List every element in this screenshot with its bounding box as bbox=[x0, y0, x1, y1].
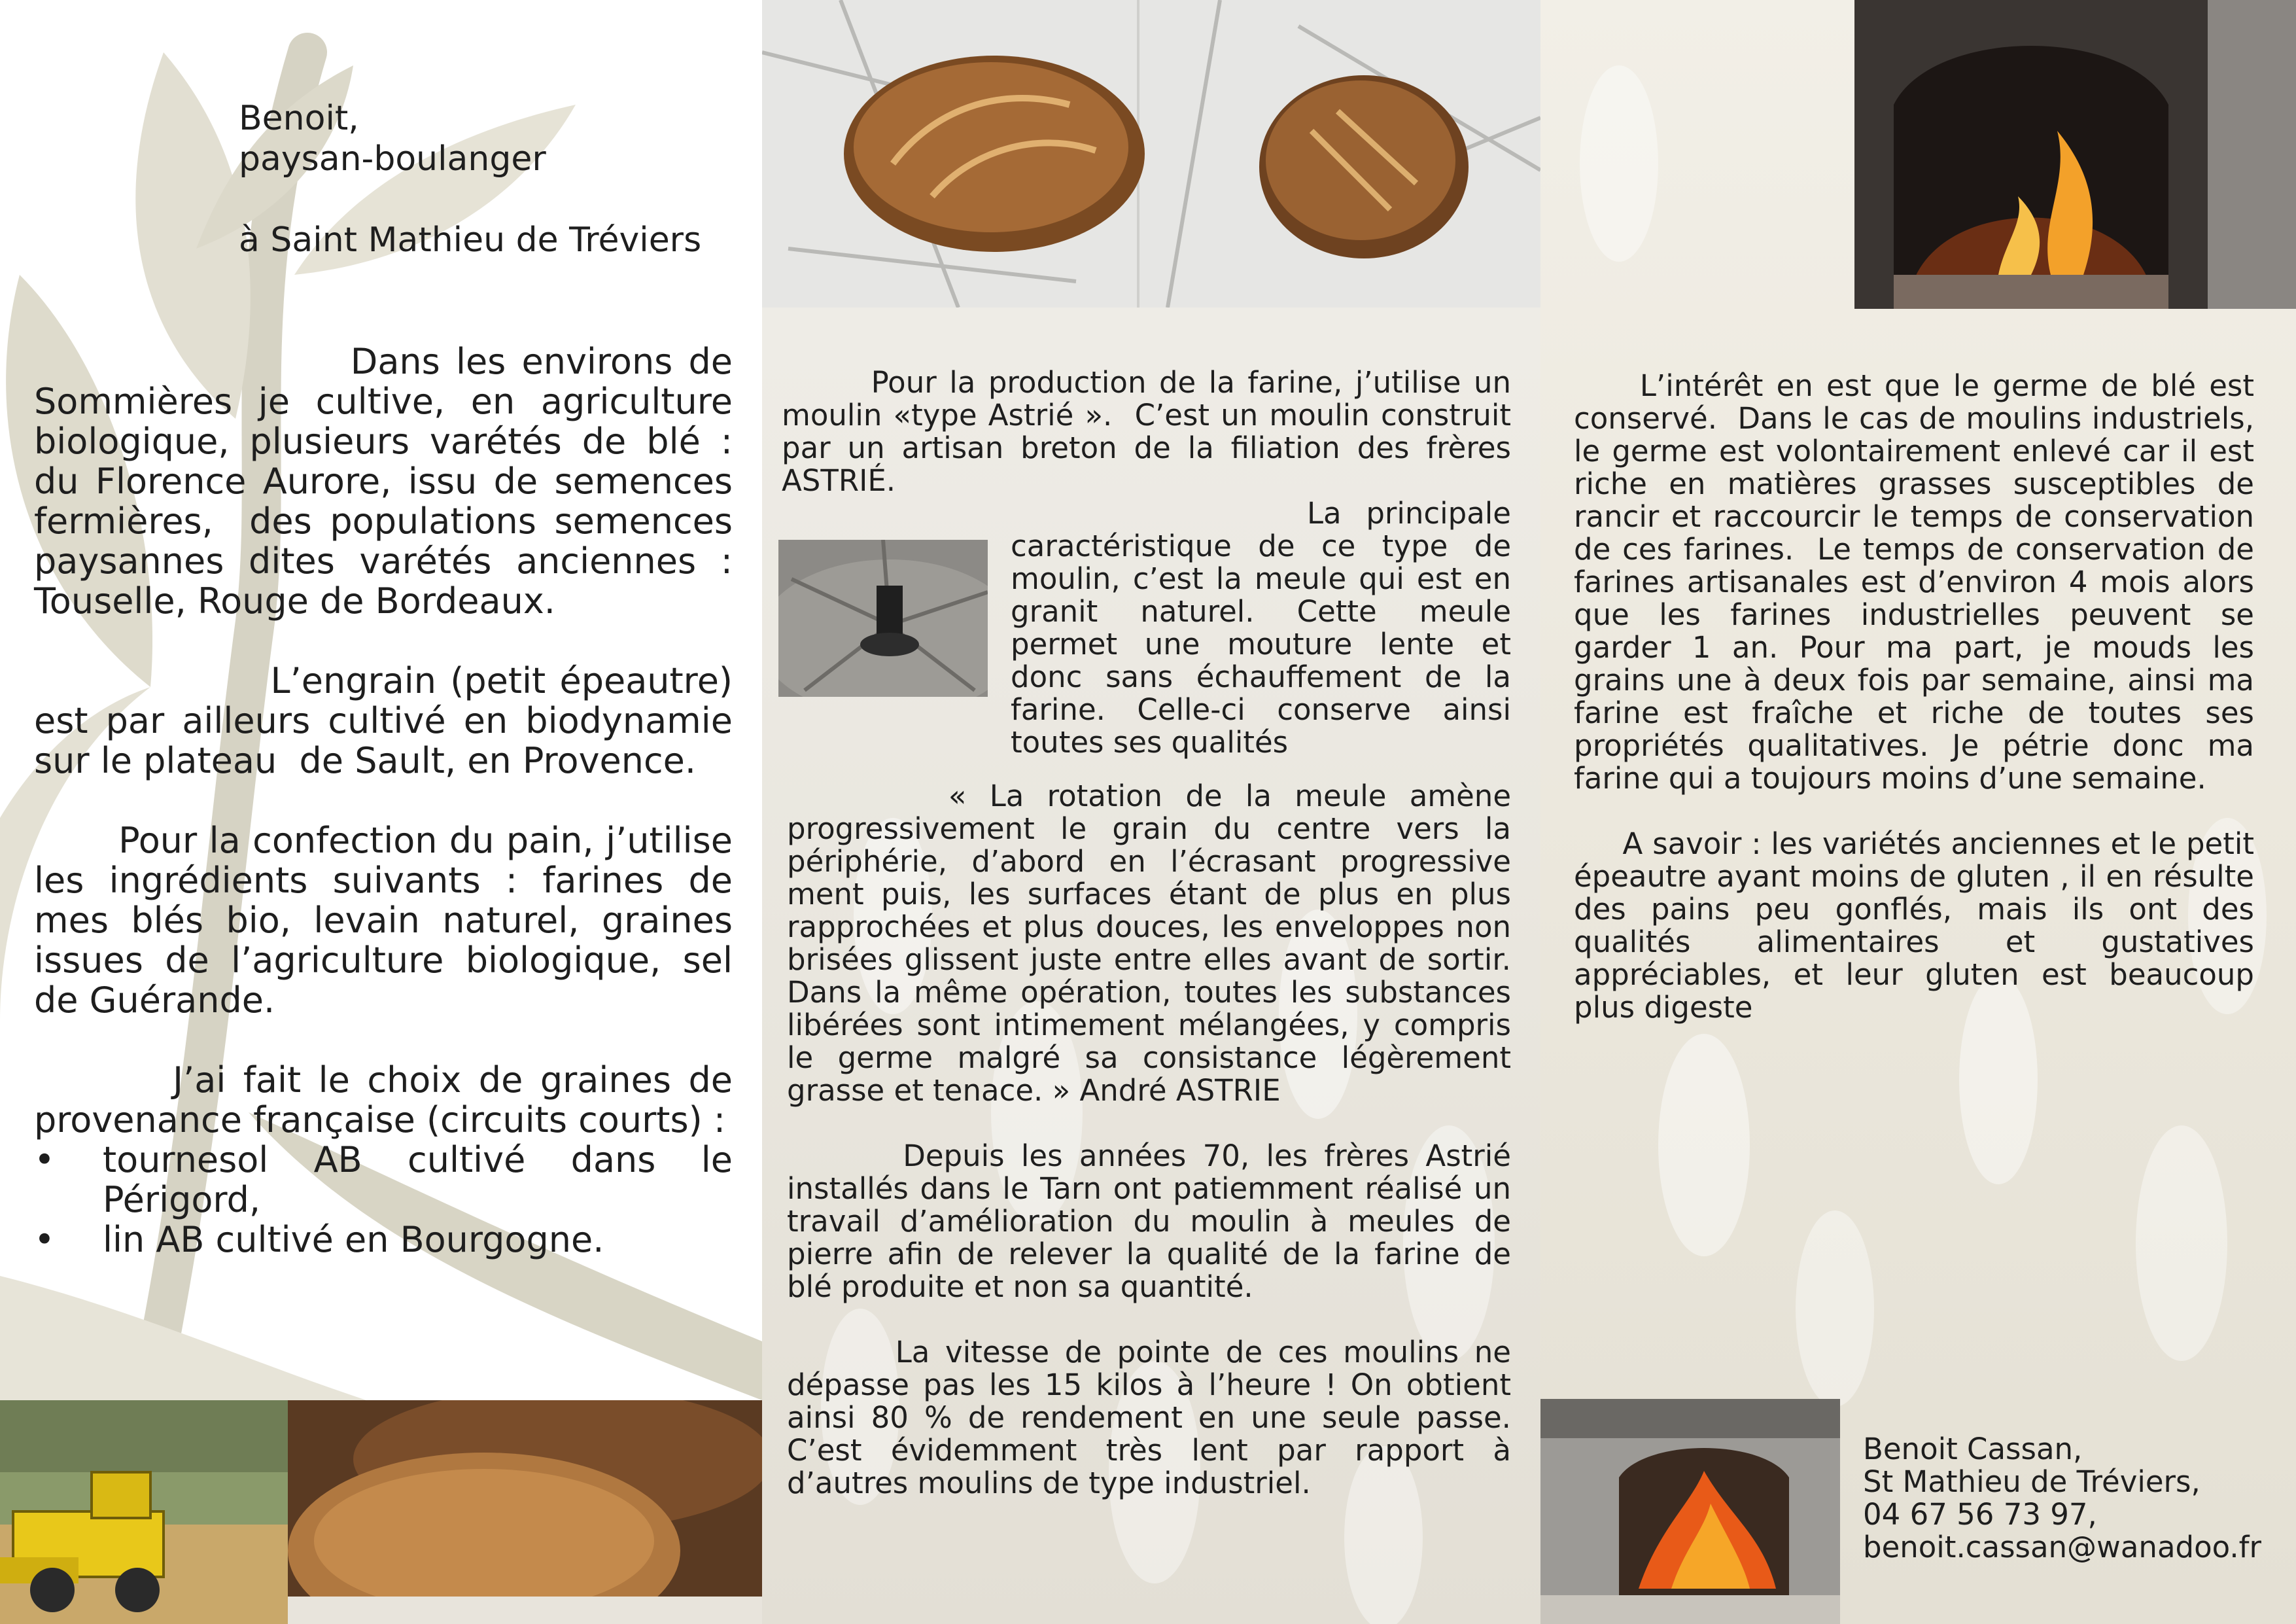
left-paragraph-4: J’ai fait le choix de graines de provenance française (circuits courts) : bbox=[34, 1059, 744, 1140]
mid-paragraph-4: Depuis les années 70, les frères Astrié installés dans le Tarn ont patiemment réalisé un travail d’amélioration du moulin à meules de pierre afin de relever la qualité de la farine de blé produite et non sa quantité. bbox=[787, 1139, 1521, 1304]
millstone-photo bbox=[778, 540, 988, 697]
middle-panel bbox=[762, 0, 1540, 1624]
bread-loaves-photo bbox=[762, 0, 1540, 308]
mill-characteristic-text bbox=[1011, 496, 1521, 760]
contact-name: Benoit Cassan, bbox=[1863, 1432, 2083, 1466]
header-role: paysan-boulanger bbox=[239, 139, 546, 179]
harvest-and-bread-photo bbox=[0, 1400, 762, 1624]
list-item-text: lin AB cultivé en Bourgogne. bbox=[103, 1219, 604, 1260]
left-paragraph-3: Pour la confection du pain, j’utilise les ingrédients suivants : farines de mes blés bio, levain naturel, graines issues de l’agriculture biologique, sel de Guérande. bbox=[34, 820, 744, 1021]
contact-town: St Mathieu de Tréviers, bbox=[1863, 1464, 2200, 1499]
list-item-text: tournesol AB cultivé dans le Périgord, bbox=[103, 1139, 733, 1220]
list-item bbox=[34, 1220, 733, 1260]
mill-quote-and-history bbox=[787, 779, 1521, 1532]
header bbox=[239, 98, 749, 260]
mid-paragraph-1: Pour la production de la farine, j’utilise un moulin «type Astrié ». C’est un moulin construit par un artisan breton de la filiation des frères ASTRIÉ. bbox=[782, 365, 1521, 498]
mill-intro-text bbox=[782, 365, 1521, 498]
right-paragraph-1: L’intérêt en est que le germe de blé est conservé. Dans le cas de moulins industriels, le germe est volontairement enlevé car il est riche en matières grasses susceptibles de rancir et raccourcir le temps de conservation de ces farines. Le temps de conservation de farines artisanales est d’environ 4 mois alors que les farines industrielles peuvent se garder 1 an. Pour ma part, je mouds les grains une à deux fois par semaine, ainsi ma farine est fraîche et riche de toutes ses propriétés qualitatives. Je pétrie donc ma farine qui a toujours moins d’une semaine. bbox=[1574, 368, 2264, 796]
left-paragraph-1: Dans les environs de Sommières je cultive, en agriculture biologique, plusieurs varétés de blé : du Florence Aurore, issu de semences fermières, des populations semences paysannes dites varétés anciennes : Touselle, Rouge de Bordeaux. bbox=[34, 341, 744, 622]
seed-origin-list bbox=[34, 1140, 733, 1260]
mid-paragraph-2: La principale caractéristique de ce type de moulin, c’est la meule qui est en granit naturel. Cette meule permet une mouture lente et donc sans échauffement de la farine. Celle-ci conserve ainsi toutes ses qualités bbox=[1011, 496, 1521, 760]
right-panel bbox=[1540, 0, 2296, 1624]
right-paragraph-2: A savoir : les variétés anciennes et le petit épeautre ayant moins de gluten , il en résulte des pains peu gonflés, mais ils ont des qualités alimentaires et gustatives appréciables, et leur gluten est beaucoup plus digeste bbox=[1574, 826, 2264, 1025]
bullet: • bbox=[34, 1219, 55, 1260]
bread-oven-fire-photo bbox=[1540, 1399, 1840, 1624]
mid-paragraph-5: La vitesse de pointe de ces moulins ne dépasse pas les 15 kilos à l’heure ! On obtient ainsi 80 % de rendement en une seule passe. C’est évidemment très lent par rapport à d’autres moulins de type industriel. bbox=[787, 1335, 1521, 1500]
header-location: à Saint Mathieu de Tréviers bbox=[239, 221, 702, 260]
left-column-text bbox=[34, 341, 744, 1260]
contact-email[interactable]: benoit.cassan@wanadoo.fr bbox=[1863, 1530, 2262, 1564]
germ-and-gluten-text bbox=[1574, 368, 2264, 1057]
left-panel bbox=[0, 0, 762, 1624]
wood-oven-photo bbox=[1854, 0, 2296, 309]
contact-phone[interactable]: 04 67 56 73 97, bbox=[1863, 1497, 2097, 1532]
list-item bbox=[34, 1140, 733, 1220]
header-name: Benoit, bbox=[239, 99, 359, 138]
bullet: • bbox=[34, 1139, 55, 1180]
left-paragraph-2: L’engrain (petit épeautre) est par ailleurs cultivé en biodynamie sur le plateau de Sault, en Provence. bbox=[34, 660, 744, 781]
astrie-quote: « La rotation de la meule amène progressivement le grain du centre vers la périphérie, d’abord en l’écrasant progressive ment puis, les surfaces étant de plus en plus rapprochées et plus douces, les enveloppes non brisées glissent juste entre elles avant de sortir. Dans la même opération, toutes les substances libérées sont intimement mélangées, y compris le germe malgré sa consistance légèrement grasse et tenace. » André ASTRIE bbox=[787, 779, 1521, 1108]
contact-block bbox=[1863, 1433, 2282, 1564]
